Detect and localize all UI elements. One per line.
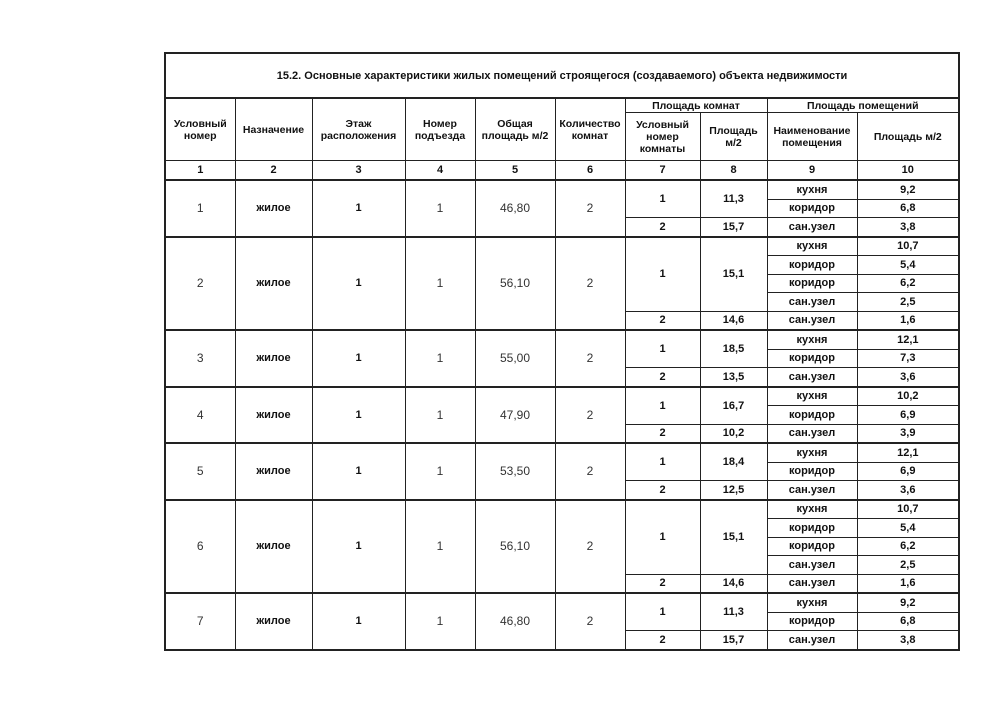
room-number: 2 xyxy=(625,574,700,593)
apartment-purpose: жилое xyxy=(235,593,312,650)
premise-name: кухня xyxy=(767,180,857,199)
premise-name: коридор xyxy=(767,199,857,218)
table-row xyxy=(165,180,959,199)
room-number: 1 xyxy=(625,387,700,425)
apartment-total-area: 47,90 xyxy=(475,387,555,444)
premise-area: 2,5 xyxy=(857,293,959,312)
premise-area: 6,2 xyxy=(857,537,959,556)
apartment-entrance: 1 xyxy=(405,180,475,237)
premise-name: коридор xyxy=(767,256,857,275)
premise-area: 6,2 xyxy=(857,274,959,293)
room-area: 14,6 xyxy=(700,311,767,330)
premise-area: 1,6 xyxy=(857,574,959,593)
room-area: 15,1 xyxy=(700,237,767,312)
room-area: 10,2 xyxy=(700,424,767,443)
premise-area: 10,7 xyxy=(857,237,959,256)
room-number: 1 xyxy=(625,330,700,368)
premise-name: кухня xyxy=(767,237,857,256)
room-area: 15,1 xyxy=(700,500,767,575)
column-number: 9 xyxy=(767,161,857,181)
apartment-entrance: 1 xyxy=(405,500,475,594)
apartment-floor: 1 xyxy=(312,330,405,387)
apartment-floor: 1 xyxy=(312,443,405,500)
apartment-entrance: 1 xyxy=(405,330,475,387)
table-row xyxy=(165,593,959,612)
premise-area: 6,8 xyxy=(857,612,959,631)
apartment-floor: 1 xyxy=(312,387,405,444)
room-area: 13,5 xyxy=(700,368,767,387)
premise-name: сан.узел xyxy=(767,311,857,330)
premise-area: 6,9 xyxy=(857,462,959,481)
room-area: 11,3 xyxy=(700,180,767,218)
apartment-purpose: жилое xyxy=(235,180,312,237)
room-area: 15,7 xyxy=(700,631,767,650)
room-number: 1 xyxy=(625,593,700,631)
room-number: 2 xyxy=(625,631,700,650)
premise-area: 3,6 xyxy=(857,368,959,387)
table-row xyxy=(165,237,959,256)
premise-area: 12,1 xyxy=(857,330,959,349)
apartments-table xyxy=(164,52,960,651)
premise-name: сан.узел xyxy=(767,631,857,650)
premise-area: 3,8 xyxy=(857,631,959,650)
premise-area: 3,9 xyxy=(857,424,959,443)
apartment-rooms-count: 2 xyxy=(555,330,625,387)
table-row xyxy=(165,443,959,462)
apartment-total-area: 56,10 xyxy=(475,237,555,331)
room-number: 1 xyxy=(625,180,700,218)
premise-name: сан.узел xyxy=(767,481,857,500)
header-floor: Этаж расположения xyxy=(312,98,405,161)
apartment-floor: 1 xyxy=(312,593,405,650)
apartment-rooms-count: 2 xyxy=(555,237,625,331)
room-number: 2 xyxy=(625,218,700,237)
apartment-entrance: 1 xyxy=(405,443,475,500)
apartment-entrance: 1 xyxy=(405,237,475,331)
premise-name: сан.узел xyxy=(767,556,857,575)
premise-name: сан.узел xyxy=(767,293,857,312)
column-number: 7 xyxy=(625,161,700,181)
header-premise-name: Наименование помещения xyxy=(767,113,857,161)
premise-area: 6,8 xyxy=(857,199,959,218)
room-number: 2 xyxy=(625,311,700,330)
apartment-number: 4 xyxy=(165,387,235,444)
premise-name: сан.узел xyxy=(767,424,857,443)
header-entrance: Номер подъезда xyxy=(405,98,475,161)
apartment-purpose: жилое xyxy=(235,443,312,500)
apartment-number: 1 xyxy=(165,180,235,237)
table-row xyxy=(165,387,959,406)
apartment-entrance: 1 xyxy=(405,593,475,650)
header-rooms-count: Количество комнат xyxy=(555,98,625,161)
column-number: 2 xyxy=(235,161,312,181)
premise-name: кухня xyxy=(767,387,857,406)
premise-area: 7,3 xyxy=(857,349,959,368)
apartment-number: 5 xyxy=(165,443,235,500)
premise-name: коридор xyxy=(767,349,857,368)
premise-area: 5,4 xyxy=(857,519,959,538)
apartment-purpose: жилое xyxy=(235,387,312,444)
premise-area: 9,2 xyxy=(857,593,959,612)
table-row xyxy=(165,330,959,349)
header-room-area: Площадь м/2 xyxy=(700,113,767,161)
apartment-rooms-count: 2 xyxy=(555,443,625,500)
apartment-entrance: 1 xyxy=(405,387,475,444)
premise-name: коридор xyxy=(767,406,857,425)
room-area: 16,7 xyxy=(700,387,767,425)
premise-name: коридор xyxy=(767,612,857,631)
apartment-rooms-count: 2 xyxy=(555,180,625,237)
premise-name: кухня xyxy=(767,500,857,519)
room-area: 18,4 xyxy=(700,443,767,481)
apartment-floor: 1 xyxy=(312,237,405,331)
document-page xyxy=(164,52,958,651)
apartment-rooms-count: 2 xyxy=(555,593,625,650)
header-purpose: Назначение xyxy=(235,98,312,161)
header-premise-area: Площадь м/2 xyxy=(857,113,959,161)
room-area: 14,6 xyxy=(700,574,767,593)
premise-area: 5,4 xyxy=(857,256,959,275)
room-area: 11,3 xyxy=(700,593,767,631)
header-total-area: Общая площадь м/2 xyxy=(475,98,555,161)
apartment-purpose: жилое xyxy=(235,237,312,331)
premise-name: кухня xyxy=(767,593,857,612)
premise-area: 12,1 xyxy=(857,443,959,462)
apartment-number: 6 xyxy=(165,500,235,594)
apartment-total-area: 46,80 xyxy=(475,593,555,650)
column-number: 8 xyxy=(700,161,767,181)
premise-area: 1,6 xyxy=(857,311,959,330)
apartment-total-area: 46,80 xyxy=(475,180,555,237)
apartment-rooms-count: 2 xyxy=(555,387,625,444)
header-group-premises-area: Площадь помещений xyxy=(767,98,959,113)
room-number: 2 xyxy=(625,424,700,443)
premise-name: сан.узел xyxy=(767,368,857,387)
premise-name: кухня xyxy=(767,330,857,349)
premise-name: кухня xyxy=(767,443,857,462)
header-conditional-number: Условный номер xyxy=(165,98,235,161)
table-row xyxy=(165,500,959,519)
premise-name: сан.узел xyxy=(767,574,857,593)
premise-area: 2,5 xyxy=(857,556,959,575)
premise-name: коридор xyxy=(767,537,857,556)
premise-area: 10,7 xyxy=(857,500,959,519)
column-number: 3 xyxy=(312,161,405,181)
column-number: 1 xyxy=(165,161,235,181)
room-number: 2 xyxy=(625,481,700,500)
room-number: 2 xyxy=(625,368,700,387)
apartment-total-area: 55,00 xyxy=(475,330,555,387)
apartment-floor: 1 xyxy=(312,500,405,594)
apartment-floor: 1 xyxy=(312,180,405,237)
column-number: 6 xyxy=(555,161,625,181)
room-area: 15,7 xyxy=(700,218,767,237)
apartment-number: 3 xyxy=(165,330,235,387)
room-number: 1 xyxy=(625,500,700,575)
premise-name: коридор xyxy=(767,519,857,538)
premise-name: коридор xyxy=(767,462,857,481)
table-title: 15.2. Основные характеристики жилых помещений строящегося (создаваемого) объекта недвижимости xyxy=(165,53,959,98)
room-number: 1 xyxy=(625,443,700,481)
premise-area: 6,9 xyxy=(857,406,959,425)
column-number: 10 xyxy=(857,161,959,181)
apartment-number: 2 xyxy=(165,237,235,331)
apartment-total-area: 56,10 xyxy=(475,500,555,594)
apartment-rooms-count: 2 xyxy=(555,500,625,594)
apartment-purpose: жилое xyxy=(235,500,312,594)
premise-area: 10,2 xyxy=(857,387,959,406)
apartment-number: 7 xyxy=(165,593,235,650)
premise-name: сан.узел xyxy=(767,218,857,237)
room-area: 12,5 xyxy=(700,481,767,500)
room-area: 18,5 xyxy=(700,330,767,368)
apartment-purpose: жилое xyxy=(235,330,312,387)
column-number: 4 xyxy=(405,161,475,181)
column-number: 5 xyxy=(475,161,555,181)
room-number: 1 xyxy=(625,237,700,312)
premise-area: 3,6 xyxy=(857,481,959,500)
header-group-rooms-area: Площадь комнат xyxy=(625,98,767,113)
apartment-total-area: 53,50 xyxy=(475,443,555,500)
header-room-number: Условный номер комнаты xyxy=(625,113,700,161)
premise-name: коридор xyxy=(767,274,857,293)
premise-area: 9,2 xyxy=(857,180,959,199)
premise-area: 3,8 xyxy=(857,218,959,237)
